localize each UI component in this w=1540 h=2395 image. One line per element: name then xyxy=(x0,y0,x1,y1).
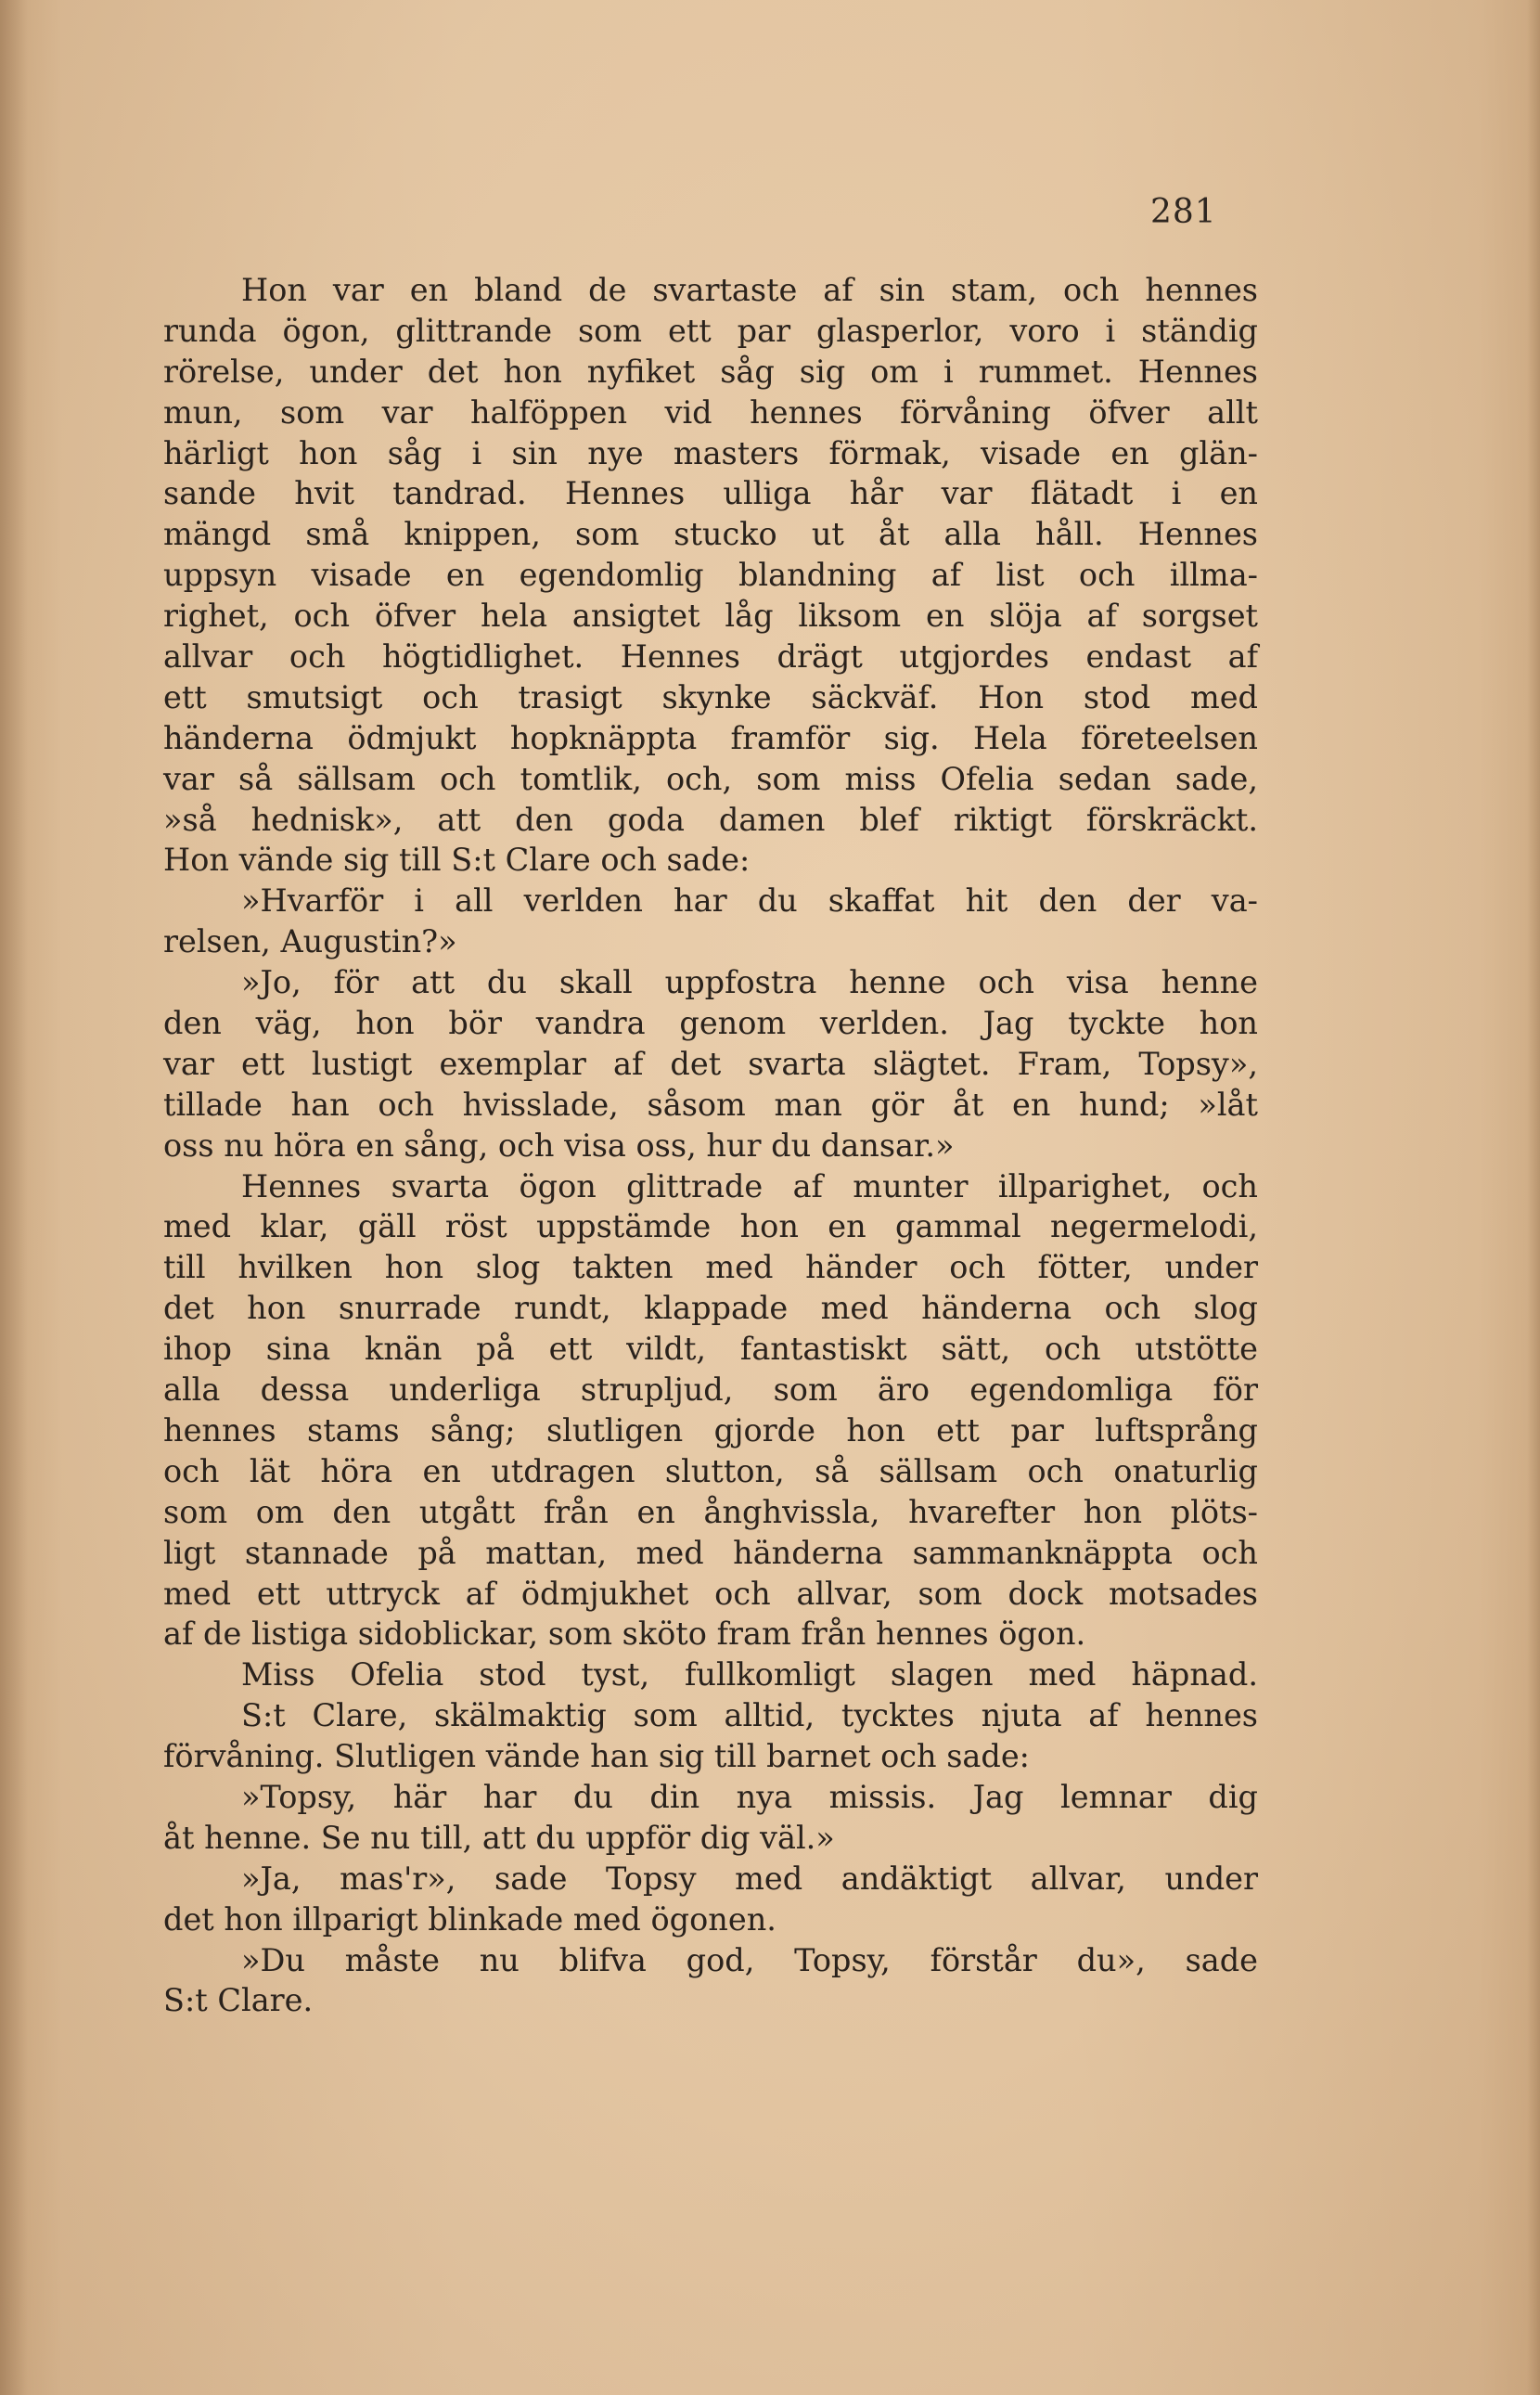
text-line: till hvilken hon slog takten med händer och fötter, under xyxy=(163,1249,1258,1286)
text-line: var ett lustigt exemplar af det svarta slägtet. Fram, Topsy», xyxy=(163,1045,1258,1082)
text-line: allvar och högtidlighet. Hennes drägt utgjordes endast af xyxy=(163,638,1258,676)
page-edge xyxy=(1527,0,1540,2395)
text-line: med klar, gäll röst uppstämde hon en gammal negermelodi, xyxy=(163,1208,1258,1245)
text-line: oss nu höra en sång, och visa oss, hur du dansar.» xyxy=(163,1127,955,1164)
text-line: Miss Ofelia stod tyst, fullkomligt slagen med häpnad. xyxy=(241,1656,1258,1693)
text-line: relsen, Augustin?» xyxy=(163,923,457,960)
page-number: 281 xyxy=(1150,193,1217,231)
text-line: hennes stams sång; slutligen gjorde hon ett par luftsprång xyxy=(163,1411,1258,1449)
text-line: mängd små knippen, som stucko ut åt alla håll. Hennes xyxy=(163,516,1258,553)
text-line: ett smutsigt och trasigt skynke säckväf. Hon stod med xyxy=(163,678,1258,715)
text-line: åt henne. Se nu till, att du uppför dig väl.» xyxy=(163,1819,835,1856)
text-line: med ett uttryck af ödmjukhet och allvar, som dock motsades xyxy=(163,1575,1258,1612)
text-line: »så hednisk», att den goda damen blef riktigt förskräckt. xyxy=(163,801,1258,838)
text-line: »Hvarför i all verlden har du skaffat hit den der va- xyxy=(241,882,1258,920)
text-line: »Jo, för att du skall uppfostra henne och visa henne xyxy=(241,964,1258,1001)
spine-shadow xyxy=(0,0,28,2395)
text-line: tillade han och hvisslade, såsom man gör åt en hund; »låt xyxy=(163,1086,1258,1123)
text-line: härligt hon såg i sin nye masters förmak, visade en glän- xyxy=(163,434,1258,471)
text-line: »Du måste nu blifva god, Topsy, förstår du», sade xyxy=(241,1941,1258,1978)
text-line: det hon snurrade rundt, klappade med händerna och slog xyxy=(163,1290,1258,1327)
text-line: Hon var en bland de svartaste af sin stam, och hennes xyxy=(241,272,1258,308)
text-line: S:t Clare. xyxy=(163,1982,314,2019)
text-line: Hon vände sig till S:t Clare och sade: xyxy=(163,842,751,879)
text-line: som om den utgått från en ånghvissla, hvarefter hon plöts- xyxy=(163,1493,1258,1530)
text-line: ligt stannade på mattan, med händerna sammanknäppta och xyxy=(163,1534,1258,1571)
text-line: händerna ödmjukt hopknäppta framför sig. Hela företeelsen xyxy=(163,719,1258,756)
text-line: »Topsy, här har du din nya missis. Jag lemnar dig xyxy=(241,1778,1258,1815)
text-line: förvåning. Slutligen vände han sig till barnet och sade: xyxy=(163,1738,1030,1775)
text-line: righet, och öfver hela ansigtet låg liksom en slöja af sorgset xyxy=(163,598,1258,635)
text-line: den väg, hon bör vandra genom verlden. Jag tyckte hon xyxy=(163,1005,1258,1042)
text-line: af de listiga sidoblickar, som sköto fram från hennes ögon. xyxy=(163,1616,1086,1653)
text-line: S:t Clare, skälmaktig som alltid, tycktes njuta af hennes xyxy=(241,1697,1258,1734)
text-line: var så sällsam och tomtlik, och, som miss Ofelia sedan sade, xyxy=(163,760,1258,797)
text-line: uppsyn visade en egendomlig blandning af list och illma- xyxy=(163,557,1258,594)
text-line: det hon illparigt blinkade med ögonen. xyxy=(163,1900,776,1938)
text-line: rörelse, under det hon nyfiket såg sig om i rummet. Hennes xyxy=(163,353,1258,390)
text-line: Hennes svarta ögon glittrade af munter illparighet, och xyxy=(241,1167,1258,1204)
text-line: och lät höra en utdragen slutton, så sällsam och onaturlig xyxy=(163,1452,1258,1489)
text-line: ihop sina knän på ett vildt, fantastiskt sätt, och utstötte xyxy=(163,1331,1258,1368)
text-line: mun, som var halföppen vid hennes förvåning öfver allt xyxy=(163,393,1258,431)
text-line: alla dessa underliga strupljud, som äro egendomliga för xyxy=(163,1371,1258,1409)
body-text xyxy=(163,270,1258,2021)
text-line: »Ja, mas'r», sade Topsy med andäktigt allvar, under xyxy=(241,1860,1258,1897)
text-line: sande hvit tandrad. Hennes ulliga hår var flätadt i en xyxy=(163,475,1258,512)
text-line: runda ögon, glittrande som ett par glasperlor, voro i ständig xyxy=(163,312,1258,349)
